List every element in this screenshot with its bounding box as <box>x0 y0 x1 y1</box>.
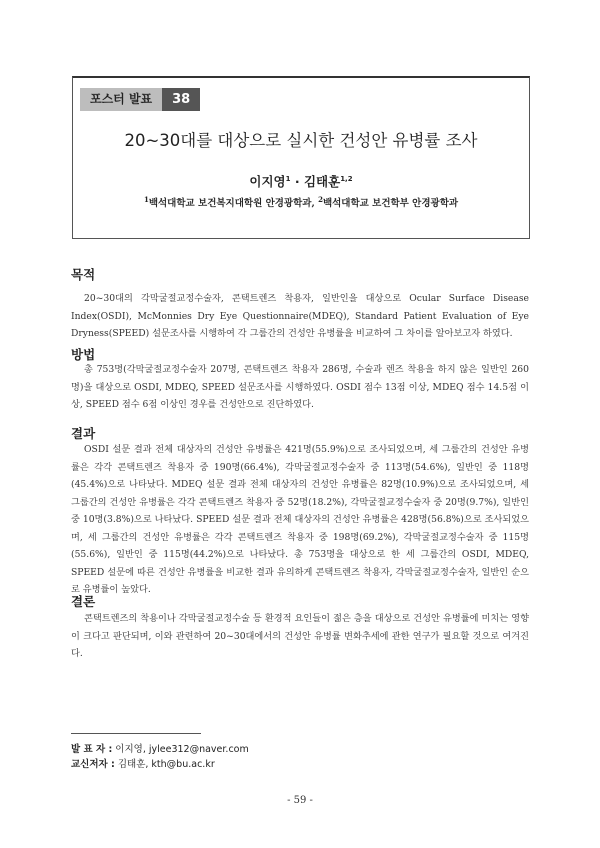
affil-text: 백석대학교 보건학부 안경광학과 <box>322 198 459 210</box>
badge-label: 포스터 발표 <box>80 88 162 111</box>
section-text-conclusion: 콘택트렌즈의 착용이나 각막굴절교정수술 등 환경적 요인들이 젊은 층을 대상으로 건성안 유병률에 미치는 영향이 크다고 판단되며, 이와 관련하여 20~30대에서의 건성안 유병률 변화추세에 관한 연구가 필요할 것으로 여겨진다. <box>71 613 529 659</box>
presenter-line <box>71 741 249 755</box>
author-name: 김태훈 <box>303 174 341 189</box>
section-text-purpose: 20~30대의 각막굴절교정수술자, 콘택트렌즈 착용자, 일반인을 대상으로 Ocular Surface Disease Index(OSDI), McMonnies Dry Eye Questionnaire(MDEQ), Standard Patient Evaluation of Eye Dryness(SPEED) 설문조사를 시행하여 각 그룹간의 건성안 유병률을 비교하여 그 차이를 알아보고자 하였다. <box>71 293 529 339</box>
corresponding-line <box>71 756 215 770</box>
section-heading-conclusion: 결론 <box>71 594 96 609</box>
presenter-value: 이지영, jylee312@naver.com <box>115 744 249 755</box>
author-name: 이지영 <box>249 174 286 189</box>
author-sup: 1 <box>285 174 291 183</box>
footer-divider <box>71 733 201 734</box>
author-separator: · <box>290 174 304 189</box>
affil-sup: 1 <box>143 195 149 204</box>
poster-badge <box>80 88 200 111</box>
paper-title: 20~30대를 대상으로 실시한 건성안 유병률 조사 <box>124 131 478 150</box>
affil-sup: 2 <box>318 195 323 204</box>
section-heading-purpose: 목적 <box>71 267 96 282</box>
affiliation <box>72 195 530 209</box>
badge-number: 38 <box>162 88 200 111</box>
author-sup: 1,2 <box>340 174 353 183</box>
section-text-method: 총 753명(각막굴절교정수술자 207명, 콘택트렌즈 착용자 286명, 수술과 렌즈 착용을 하지 않은 일반인 260명)을 대상으로 OSDI, MDEQ, SPEED 설문조사를 시행하였다. OSDI 점수 13점 이상, MDEQ 점수 14.5점 이상, SPEED 점수 6점 이상인 경우를 건성안으로 진단하였다. <box>71 364 529 410</box>
section-text-results: OSDI 설문 결과 전체 대상자의 건성안 유병률은 421명(55.9%)으로 조사되었으며, 세 그룹간의 건성안 유병률은 각각 콘택트렌즈 착용자 중 190명(66.4%), 각막굴절교정수술자 중 113명(54.6%), 일반인 중 118명(45.4%)으로 나타났다. MDEQ 설문 결과 전체 대상자의 건성안 유병률은 82명(10.9%)으로 조사되었으며, 세 그룹간의 건성안 유병률은 각각 콘택트렌즈 착용자 중 52명(18.2%), 각막굴절교정수술자 중 20명(9.7%), 일반인 중 10명(3.8%)으로 나타났다. SPEED 설문 결과 전체 대상자의 건성안 유병률은 428명(56.8%)으로 조사되었으며, 세 그룹간의 건성안 유병률은 각각 콘택트렌즈 착용자 중 198명(69.2%), 각막굴절교정수술자 중 115명(55.6%), 일반인 중 115명(44.2%)으로 나타났다. 총 753명을 대상으로 한 세 그룹간의 OSDI, MDEQ, SPEED 설문에 따른 건성안 유병률을 비교한 결과 유의하게 콘택트렌즈 착용자, 각막굴절교정수술자, 일반인 순으로 유병률이 높았다. <box>71 444 529 595</box>
presenter-label: 발 표 자 : <box>71 744 113 755</box>
section-heading-results: 결과 <box>71 426 96 441</box>
affil-text: 백석대학교 보건복지대학원 안경광학과, <box>148 198 319 210</box>
corresponding-value: 김태훈, kth@bu.ac.kr <box>117 759 215 770</box>
authors <box>72 172 530 190</box>
section-heading-method: 방법 <box>71 347 96 362</box>
corresponding-label: 교신저자 : <box>71 759 115 770</box>
page-number: - 59 - <box>287 795 313 806</box>
